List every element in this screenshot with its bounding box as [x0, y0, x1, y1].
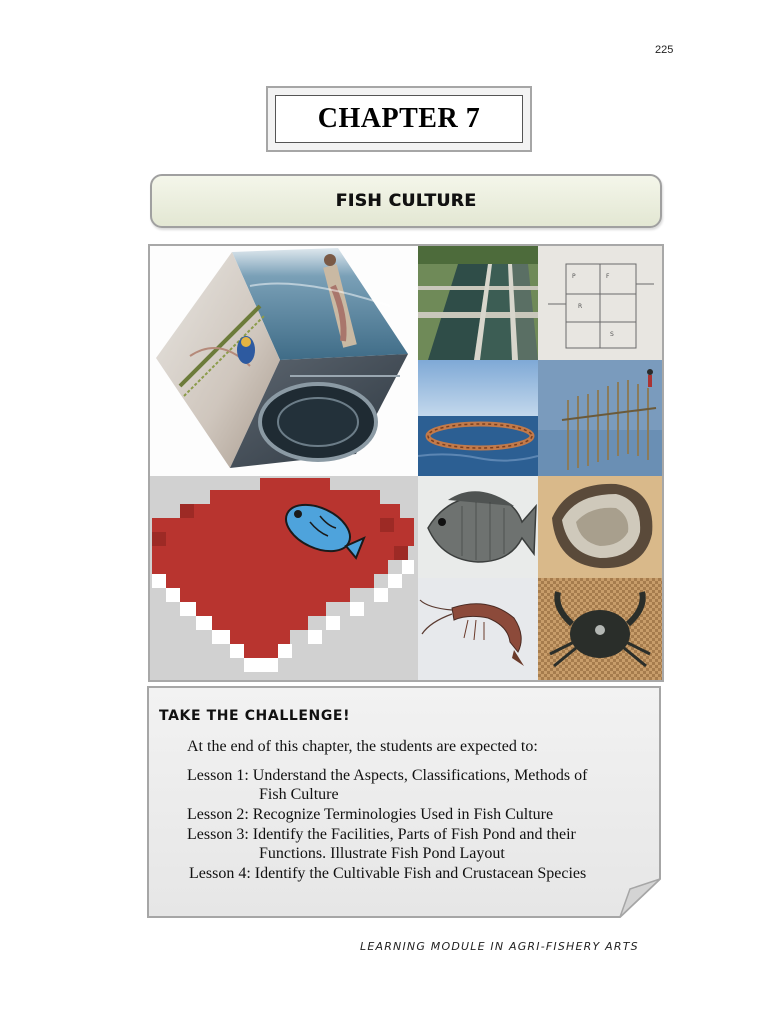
svg-text:R: R [578, 303, 583, 310]
pixel-mat-with-fish [150, 476, 418, 680]
page-number: 225 [655, 44, 674, 56]
photo-cube-illustration [150, 246, 418, 476]
lesson-4-line1: Lesson 4: Identify the Cultivable Fish and Crustacean Species [189, 865, 587, 882]
lesson-4 [189, 864, 586, 883]
fish-pond-raceways-photo [418, 246, 538, 360]
lesson-1-line1: Lesson 1: Understand the Aspects, Classifications, Methods of [187, 767, 588, 784]
lesson-2 [187, 805, 553, 824]
lesson-2-line1: Lesson 2: Recognize Terminologies Used in Fish Culture [187, 806, 554, 823]
challenge-box [147, 686, 661, 918]
lesson-1-line2: Fish Culture [259, 786, 339, 803]
chapter-collage [148, 244, 664, 682]
lesson-3-line1: Lesson 3: Identify the Facilities, Parts of Fish Pond and their [187, 826, 576, 843]
chapter-title-box [266, 86, 532, 152]
pond-layout-sketch [538, 246, 662, 360]
pixel-fish-tile [150, 476, 418, 680]
lesson-3 [187, 825, 576, 863]
svg-text:S: S [610, 331, 614, 338]
topic-banner [150, 174, 662, 228]
photo-cube-tile [150, 246, 418, 476]
tilapia-photo [418, 476, 538, 578]
lesson-3-line2: Functions. Illustrate Fish Pond Layout [259, 845, 505, 862]
module-footer: LEARNING MODULE IN AGRI-FISHERY ARTS [360, 940, 639, 953]
bamboo-fish-pen-photo [538, 360, 662, 476]
challenge-intro: At the end of this chapter, the students are expected to: [187, 738, 538, 755]
oyster-photo [538, 476, 662, 578]
chapter-title: CHAPTER 7 [317, 103, 481, 134]
mud-crab-photo [538, 578, 662, 680]
svg-text:F: F [606, 273, 610, 280]
lesson-1 [187, 766, 587, 804]
topic-title: FISH CULTURE [335, 191, 477, 211]
chapter-title-frame [275, 95, 523, 143]
challenge-heading: TAKE THE CHALLENGE! [159, 708, 351, 724]
shrimp-photo [418, 578, 538, 680]
svg-text:P: P [572, 273, 576, 280]
floating-fish-cage-photo [418, 360, 538, 476]
